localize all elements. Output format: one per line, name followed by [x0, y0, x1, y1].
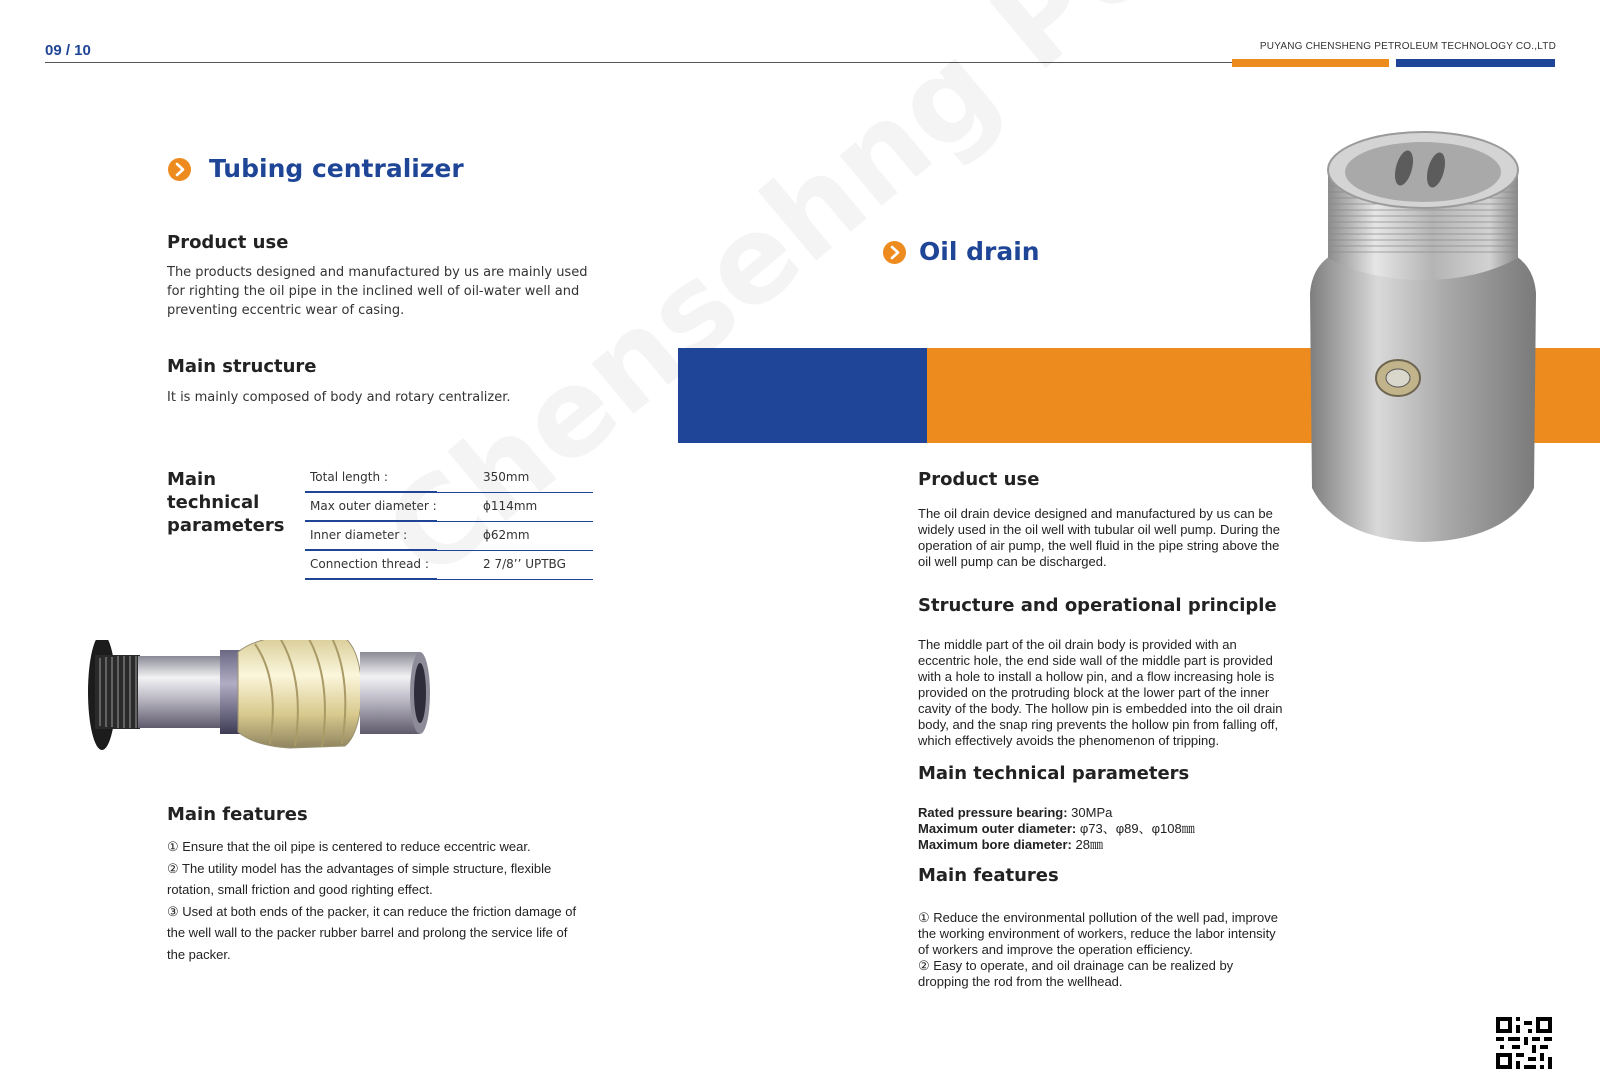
right-structure-heading: Structure and operational principle [918, 595, 1277, 616]
params-table [305, 466, 593, 582]
left-features-heading: Main features [167, 804, 308, 825]
list-item: ③ Used at both ends of the packer, it can reduce the friction damage of [167, 903, 577, 919]
left-product-use-text: The products designed and manufactured by us are mainly used for righting the oil pipe in the inclined well of oil-water well and preventing eccentric wear of casing. [167, 265, 588, 318]
params-row: Max outer diameter : ϕ114mm [305, 495, 593, 524]
list-item: ① Reduce the environmental pollution of the well pad, improve [918, 910, 1278, 925]
right-structure-text: The middle part of the oil drain body is provided with an eccentric hole, the end side wall of the middle part is provided with a hole to install a hollow pin, and a flow increasing hole is provided on the protruding block at the lower part of the inner cavity of the body. The hollow pin is embedded into the oil drain body, and the snap ring prevents the hollow pin from falling off, which effectively avoids the phenomenon of tripping. [918, 637, 1283, 748]
right-features-heading: Main features [918, 865, 1059, 886]
left-features-list [167, 836, 607, 965]
left-params-heading: Main technical parameters [167, 469, 285, 536]
list-item: the working environment of workers, reduce the labor intensity [918, 926, 1276, 941]
section-bullet-icon [883, 241, 906, 264]
list-item: ① Ensure that the oil pipe is centered to reduce eccentric wear. [167, 839, 531, 854]
band-blue [678, 348, 927, 443]
params-row: Inner diameter : ϕ62mm [305, 524, 593, 553]
list-item: Rated pressure bearing: 30MPa [918, 805, 1113, 820]
section-bullet-icon [168, 158, 191, 181]
list-item: the packer. [167, 946, 231, 962]
left-structure-heading: Main structure [167, 356, 317, 377]
company-name: PUYANG CHENSHENG PETROLEUM TECHNOLOGY CO.,LTD [1259, 41, 1556, 52]
page-number: 09 / 10 [45, 42, 91, 59]
left-product-use-heading: Product use [167, 232, 289, 253]
right-features-list [918, 910, 1318, 990]
list-item: the well wall to the packer rubber barrel and prolong the service life of [167, 925, 568, 940]
list-item: of workers and improve the operation efficiency. [918, 942, 1193, 957]
oil-drain-image [1308, 128, 1538, 542]
list-item: Maximum bore diameter: 28㎜ [918, 837, 1103, 852]
params-row: Total length : 350mm [305, 466, 593, 495]
right-product-use-text: The oil drain device designed and manufactured by us can be widely used in the oil well with tubular oil well pump. During the operation of air pump, the well fluid in the pipe string above the oil well pump can be discharged. [918, 506, 1281, 569]
right-params-heading: Main technical parameters [918, 763, 1190, 784]
list-item: ② Easy to operate, and oil drainage can be realized by [918, 958, 1234, 973]
list-item: Maximum outer diameter: φ73、φ89、φ108㎜ [918, 821, 1195, 836]
list-item: ② The utility model has the advantages of simple structure, flexible [167, 860, 552, 876]
right-product-use-heading: Product use [918, 469, 1040, 490]
params-row: Connection thread : 2 7/8’’ UPTBG [305, 553, 593, 582]
qr-code-icon [1496, 1017, 1552, 1069]
tubing-centralizer-title: Tubing centralizer [209, 154, 464, 183]
right-params-list [918, 805, 1318, 853]
list-item: dropping the rod from the wellhead. [918, 974, 1123, 989]
header-accent-orange [1232, 59, 1389, 67]
oil-drain-title: Oil drain [919, 237, 1040, 266]
tubing-centralizer-image [80, 640, 450, 770]
list-item: rotation, small friction and good righting effect. [167, 882, 433, 897]
left-structure-text: It is mainly composed of body and rotary centralizer. [167, 390, 511, 405]
header-accent-blue [1396, 59, 1555, 67]
